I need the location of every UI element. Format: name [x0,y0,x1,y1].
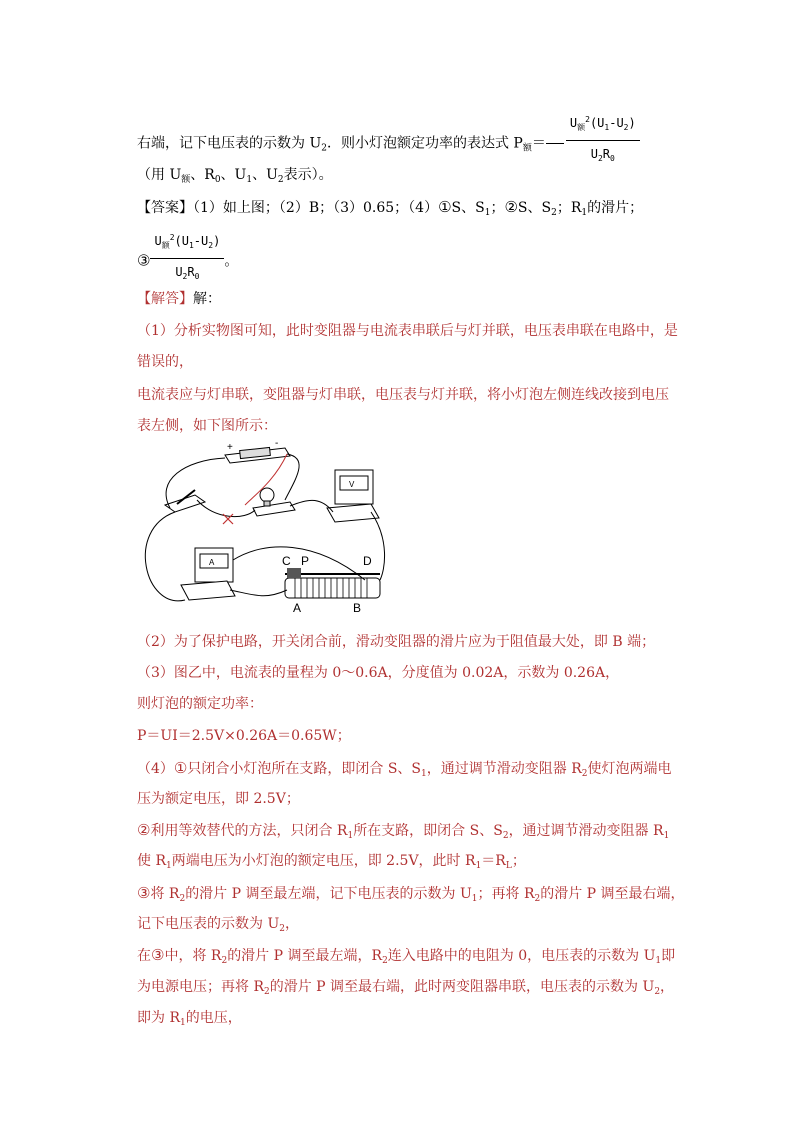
para-1-line-2: 错误的， [137,354,193,370]
formula-line: 右端，记下电压表的示数为 $U_2$．则小灯泡额定功率的表达式 $P_额=$ $\frac{U_额^2(U_1-U_2)}{U_2R_0}$ [137,118,640,169]
answer-blank [546,143,564,144]
power-fraction: $\frac{U_额^2(U_1-U_2)}{U_2R_0}$ [566,110,640,169]
ammeter-icon [181,548,235,600]
para-4-line-1: （4）①只闭合小灯泡所在支路，即闭合 S、$S_1$，通过调节滑动变阻器 $R_2$使灯泡两端电 [137,759,672,779]
ammeter-label: A [209,558,215,567]
circuit-diagram [135,440,395,620]
battery-plus: + [227,442,233,453]
para-4-line-7: 在③中，将 $R_2$的滑片 P 调至最左端，$R_2$连入电路中的电阻为 0，电压表的示数为 $U_1$即 [137,946,676,966]
battery-minus: - [275,440,279,449]
battery-icon [225,440,290,463]
para-2: （2）为了保护电路，开关闭合前，滑动变阻器的滑片应为于阻值最大处，即 B 端； [137,634,656,650]
analysis-tag: 【解答】 [137,291,193,307]
para-4-line-3: ②利用等效替代的方法，只闭合 $R_1$所在支路，即闭合 S、$S_2$，通过调节滑动变阻器 $R_1$ [137,821,670,841]
terminal-a: A [293,601,302,615]
voltmeter-label: V [349,480,355,489]
para-4-line-4: 使 $R_1$两端电压为小灯泡的额定电压，即 2.5V，此时 $R_1=R_L$； [137,853,526,871]
para-1-line-3: 电流表应与灯串联，变阻器与灯串联，电压表与灯并联，将小灯泡左侧连线改接到电压 [137,387,669,403]
switch-icon [165,490,205,512]
terminal-d: D [363,554,372,568]
para-1-line-1: （1）分析实物图可知，此时变阻器与电流表串联后与灯并联，电压表串联在电路中，是 [137,323,678,339]
answer-line: 【答案】（1）如上图；（2）B；（3）0.65；（4）①S、$S_1$；②S、$S_2$；$R_1$的滑片； [137,198,644,218]
terminal-b: B [353,601,362,615]
analysis-heading: 【解答】解： [137,291,221,307]
answer-fraction: $\frac{U_额^2(U_1-U_2)}{U_2R_0}$ [150,228,224,287]
slider-p: P [301,554,310,568]
cross-mark [223,514,233,524]
voltmeter-icon [327,470,379,522]
terminal-c: C [282,554,291,568]
para-3-line-2: 则灯泡的额定功率： [137,696,263,712]
para-4-line-6: 记下电压表的示数为 $U_2$， [137,916,299,934]
para-4-line-9: 即为 $R_1$的电压， [137,1010,242,1028]
rheostat-icon [282,554,380,615]
formula-note: （用 $U_额$、$R_0$、$U_1$、$U_2$表示）。 [137,167,333,185]
answer-tag: 【答案】 [137,200,193,216]
para-1-line-4: 表左侧，如下图所示： [137,418,277,434]
para-3-line-3: P＝UI＝2.5V×0.26A＝0.65W； [137,728,351,744]
para-3-line-1: （3）图乙中，电流表的量程为 0～0.6A，分度值为 0.02A，示数为 0.26A， [137,665,620,681]
answer-formula: ③ $\frac{U_额^2(U_1-U_2)}{U_2R_0}$ 。 [137,236,238,287]
para-4-line-5: ③将 $R_2$的滑片 P 调至最左端，记下电压表的示数为 $U_1$；再将 $R_2$的滑片 P 调至最右端， [137,884,685,904]
para-4-line-2: 压为额定电压，即 2.5V； [137,791,300,807]
para-4-line-8: 为电源电压；再将 $R_2$的滑片 P 调至最右端，此时两变阻器串联，电压表的示数为 $U_2$， [137,979,675,997]
